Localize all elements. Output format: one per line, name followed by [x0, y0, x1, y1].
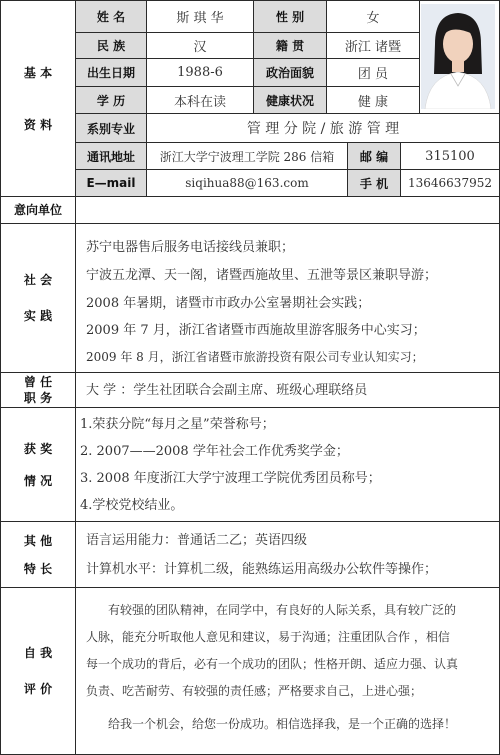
social-practice-item: 2009 年 8 月，浙江省诸暨市旅游投资有限公司专业认知实习； — [86, 350, 424, 364]
section-label-basic-info: 基 本 资 料 — [23, 65, 53, 132]
email-value: siqihua88@163.com — [185, 176, 309, 190]
political-status-value: 团 员 — [357, 67, 389, 82]
award-item: 4.学校党校结业。 — [80, 498, 184, 513]
phone-label: 手 机 — [348, 170, 400, 196]
gender-value: 女 — [366, 11, 380, 26]
social-practice-label: 社 会 实 践 — [23, 273, 53, 323]
skill-item: 语言运用能力：普通话二乙；英语四级 — [86, 533, 308, 548]
gender-label: 性 别 — [254, 1, 326, 32]
skills-label: 其 他 特 长 — [23, 533, 53, 576]
education-label: 学 历 — [76, 87, 146, 113]
skill-item: 计算机水平：计算机二级，能熟练运用高级办公软件等操作； — [86, 562, 438, 577]
positions-value: 大 学 ：学生社团联合会副主席、班级心理联络员 — [86, 383, 368, 398]
award-item: 2. 2007——2008 学年社会工作优秀奖学金； — [80, 444, 349, 459]
zip-value: 315100 — [425, 148, 475, 164]
social-practice-item: 苏宁电器售后服务电话接线员兼职； — [86, 240, 295, 255]
political-status-label: 政治面貌 — [254, 59, 326, 86]
portrait-icon — [421, 4, 495, 109]
birth-date-value: 1988-6 — [177, 65, 223, 80]
intent-label: 意向单位 — [13, 203, 62, 217]
self-evaluation-line: 给我一个机会，给您一份成功。相信选择我，是一个正确的选择！ — [108, 717, 457, 731]
phone-value: 13646637952 — [408, 176, 492, 190]
name-label: 姓 名 — [76, 1, 146, 32]
birth-date-label: 出生日期 — [76, 59, 146, 86]
health-label: 健康状况 — [254, 87, 326, 113]
ethnic-value: 汉 — [193, 40, 207, 55]
self-evaluation-line: 负责、吃苦耐劳、有较强的责任感；严格要求自己，上进心强； — [86, 684, 423, 698]
address-value: 浙江大学宁波理工学院 286 信箱 — [159, 149, 335, 164]
award-item: 3. 2008 年度浙江大学宁波理工学院优秀团员称号； — [80, 471, 381, 486]
major-label: 系别专业 — [76, 114, 146, 142]
self-evaluation-line: 有较强的团队精神，在同学中，有良好的人际关系，具有较广泛的 — [108, 603, 457, 617]
positions-label: 曾 任 职 务 — [23, 375, 53, 405]
zip-label: 邮 编 — [348, 143, 400, 169]
social-practice-item: 2009 年 7 月，浙江省诸暨市西施故里游客服务中心实习； — [86, 323, 426, 338]
education-value: 本科在读 — [173, 94, 226, 110]
self-evaluation-line: 每一个成功的背后，必有一个成功的团队；性格开朗、适应力强、认真 — [86, 657, 459, 671]
self-evaluation-line: 人脉，能充分听取他人意见和建议，易于沟通；注重团队合作 ，相信 — [86, 630, 450, 644]
origin-value: 浙江 诸暨 — [344, 40, 402, 55]
origin-label: 籍 贯 — [254, 33, 326, 58]
col-divider — [419, 0, 420, 113]
name-value: 斯 琪 华 — [176, 11, 224, 26]
major-value: 管 理 分 院 / 旅 游 管 理 — [246, 121, 400, 137]
ethnic-label: 民 族 — [76, 33, 146, 58]
social-practice-item: 宁波五龙潭、天一阁，诸暨西施故里、五泄等景区兼职导游； — [86, 268, 438, 283]
email-label: E—mail — [76, 170, 146, 196]
self-evaluation-label: 自 我 评 价 — [23, 646, 53, 696]
social-practice-item: 2008 年暑期，诸暨市市政办公室暑期社会实践； — [86, 296, 371, 311]
awards-label: 获 奖 情 况 — [23, 441, 53, 488]
address-label: 通讯地址 — [76, 143, 146, 169]
intent-value — [76, 197, 499, 223]
award-item: 1.荣获分院“每月之星”荣誉称号； — [80, 417, 275, 432]
profile-photo — [421, 4, 495, 109]
health-value: 健 康 — [357, 94, 389, 110]
